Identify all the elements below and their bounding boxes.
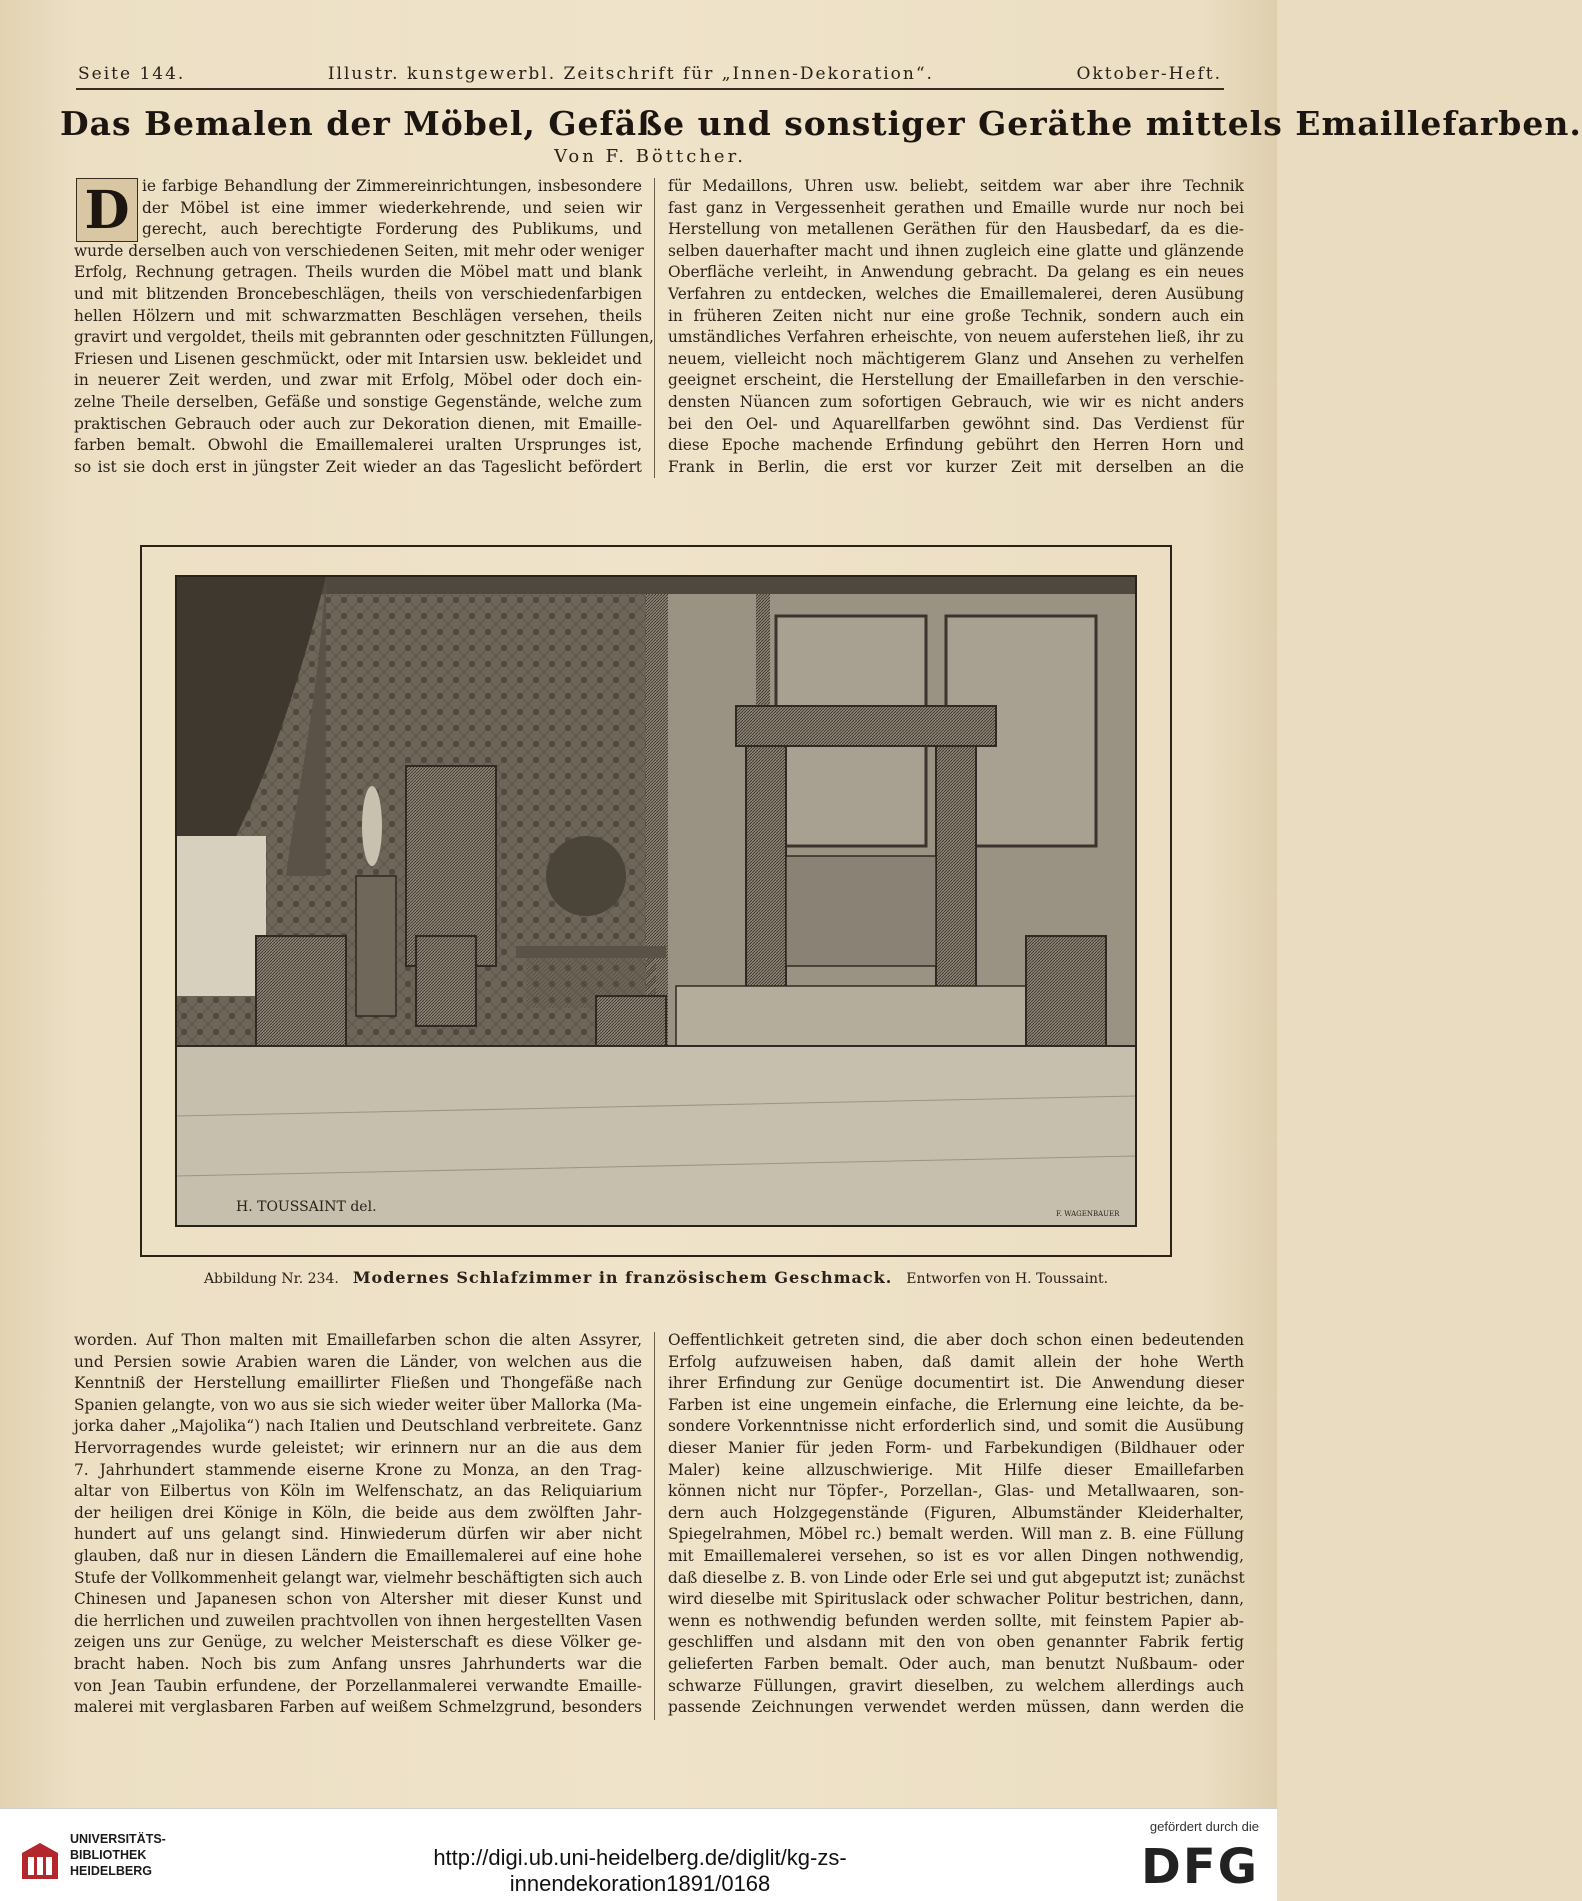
text-line: Herstellung von metallenen Geräthen für den Hausbedarf, da es die- <box>668 220 1244 239</box>
text-line: Farben ist eine ungemein einfache, die Erlernung eine leichte, da be- <box>668 1395 1244 1414</box>
text-line: Spanien gelangte, von wo aus sie sich wieder weiter über Mallorka (Ma- <box>74 1395 642 1414</box>
column-top-left <box>74 176 654 478</box>
caption-credit: Entworfen von H. Toussaint. <box>906 1271 1109 1287</box>
text-line: neuem, vielleicht noch mächtigerem Glanz und Ansehen zu verhelfen <box>668 349 1244 368</box>
text-line: wird dieselbe mit Spirituslack oder schwacher Politur bestrichen, dann, <box>668 1590 1244 1609</box>
text-line: densten Nüancen zum sofortigen Gebrauch, wie wir es nicht anders <box>668 392 1244 411</box>
text-line: geschliffen und alsdann mit den von oben genannter Fabrik fertig <box>668 1633 1244 1652</box>
caption-number: Abbildung Nr. 234. <box>203 1271 339 1287</box>
university-library-logo-icon <box>18 1839 62 1883</box>
text-line: gravirt und vergoldet, theils mit gebrannten oder geschnitzten Füllungen, <box>74 328 654 347</box>
text-line: diese Epoche machende Erfindung gebührt den Herren Horn und <box>668 436 1244 455</box>
engraver-signature: F. WAGENBAUER <box>1056 1210 1120 1218</box>
permalink-url[interactable]: http://digi.ub.uni-heidelberg.de/diglit/kg-zs-innendekoration1891/0168 <box>433 1845 847 1896</box>
text-line: Chinesen und Japanesen schon von Altersher mit dieser Kunst und <box>74 1590 642 1609</box>
text-line: der heiligen drei Könige in Köln, die beide aus dem zwölften Jahr- <box>74 1503 642 1522</box>
text-line: fast ganz in Vergessenheit gerathen und Emaille wurde nur noch bei <box>668 198 1244 217</box>
caption-title: Modernes Schlafzimmer in französischem Geschmack. <box>352 1268 893 1287</box>
text-line: Stufe der Vollkommenheit gelangt war, vielmehr beschäftigten sich auch <box>74 1568 643 1587</box>
running-header <box>78 62 1222 86</box>
page-number: Seite 144. <box>78 64 186 84</box>
text-line: ie farbige Behandlung der Zimmereinrichtungen, insbesondere <box>142 177 642 195</box>
text-line: farben bemalt. Obwohl die Emaillemalerei uralten Ursprunges ist, <box>74 436 642 455</box>
text-line: der Möbel ist eine immer wiederkehrende, und seien wir <box>142 198 642 217</box>
text-line: für Medaillons, Uhren usw. beliebt, seitdem war aber ihre Technik <box>668 177 1244 195</box>
text-line: von Jean Taubin erfundene, der Porzellanmalerei verwandte Emaille- <box>74 1676 642 1695</box>
column-bottom-right <box>668 1330 1244 1719</box>
text-line: die herrlichen und zuweilen prachtvollen von ihnen hergestellten Vasen <box>74 1611 642 1630</box>
text-line: dern auch Holzgegenstände (Figuren, Albumständer Kleiderhalter, <box>668 1503 1244 1522</box>
drop-cap: D <box>76 178 138 242</box>
text-line: altar von Eilbertus von Köln im Welfenschatz, an das Reliquiarium <box>74 1482 642 1501</box>
text-line: ihrer Erfindung zur Genüge documentirt ist. Die Anwendung dieser <box>668 1374 1244 1393</box>
library-name: UNIVERSITÄTS- BIBLIOTHEK HEIDELBERG <box>70 1832 166 1878</box>
header-rule <box>76 88 1224 90</box>
journal-title: Illustr. kunstgewerbl. Zeitschrift für „Innen-Dekoration“. <box>327 64 934 84</box>
text-line: daß dieselbe z. B. von Linde oder Erle sei und gut abgeputzt ist; zunächst <box>668 1568 1245 1587</box>
text-line: so ist sie doch erst in jüngster Zeit wieder an das Tageslicht befördert <box>74 457 642 476</box>
text-line: geeignet erscheint, die Herstellung der Emaillefarben in den verschie- <box>668 371 1244 390</box>
text-line: in neuerer Zeit werden, und zwar mit Erfolg, Möbel oder doch ein- <box>74 371 642 390</box>
text-line: können nicht nur Töpfer-, Porzellan-, Glas- und Metallwaaren, son- <box>668 1482 1244 1501</box>
text-line: Spiegelrahmen, Möbel rc.) bemalt werden. Will man z. B. eine Füllung <box>668 1525 1244 1544</box>
text-line: glauben, daß nur in diesen Ländern die Emaillemalerei auf eine hohe <box>74 1546 642 1565</box>
text-line: Oeffentlichkeit getreten sind, die aber doch schon einen bedeutenden <box>668 1331 1244 1349</box>
dfg-logo: DFG <box>1140 1839 1259 1895</box>
text-line: hellen Hölzern und mit schwarzmatten Beschlägen versehen, theils <box>74 306 642 325</box>
figure-caption <box>140 1268 1172 1287</box>
text-line: Verfahren zu entdecken, welches die Emaillemalerei, deren Ausübung <box>668 284 1244 303</box>
text-line: Oberfläche verleiht, in Anwendung gebracht. Da gelang es ein neues <box>668 263 1244 282</box>
text-line: in früheren Zeiten nicht nur eine große Technik, sondern auch ein <box>668 306 1244 325</box>
bedroom-engraving <box>176 576 1136 1226</box>
article-byline: Von F. Böttcher. <box>554 146 746 167</box>
text-line: dieser Manier für jeden Form- und Farbekundigen (Bildhauer oder <box>668 1438 1244 1457</box>
artist-signature: H. TOUSSAINT del. <box>236 1199 377 1215</box>
column-bottom-left <box>74 1330 642 1719</box>
text-line: bracht haben. Noch bis zum Anfang unsres Jahrhunderts war die <box>74 1654 642 1673</box>
column-top-right <box>668 176 1244 478</box>
column-divider-bottom <box>654 1332 655 1720</box>
text-line: malerei mit verglasbaren Farben auf weißem Schmelzgrund, besonders <box>74 1698 642 1717</box>
text-line: praktischen Gebrauch oder auch zur Dekoration dienen, mit Emaille- <box>74 414 642 433</box>
text-line: sondere Vorkenntnisse nicht erforderlich sind, und somit die Ausübung <box>668 1417 1244 1436</box>
issue-label: Oktober-Heft. <box>1076 64 1222 84</box>
text-line: wurde derselben auch von verschiedenen Seiten, mit mehr oder weniger <box>74 241 644 260</box>
text-line: bei den Oel- und Aquarellfarben gewöhnt sind. Das Verdienst für <box>668 414 1244 433</box>
text-line: Frank in Berlin, die erst vor kurzer Zeit mit derselben an die <box>668 457 1244 476</box>
text-line: zelne Theile derselben, Gefäße und sonstige Gegenstände, welche zum <box>74 392 642 411</box>
text-line: worden. Auf Thon malten mit Emaillefarben schon die alten Assyrer, <box>74 1331 642 1349</box>
column-divider-top <box>654 178 655 478</box>
text-line: passende Zeichnungen verwendet werden müssen, dann werden die <box>668 1698 1244 1717</box>
article-title: Das Bemalen der Möbel, Gefäße und sonstiger Geräthe mittels Emaillefarben. <box>60 104 1582 143</box>
text-line: 7. Jahrhundert stammende eiserne Krone zu Monza, an den Trag- <box>74 1460 642 1479</box>
text-line: wenn es nothwendig befunden werden sollte, mit feinstem Papier ab- <box>668 1611 1244 1630</box>
text-line: gerecht, auch berechtigte Forderung des Publikums, und <box>142 220 642 239</box>
funding-label: gefördert durch die <box>1149 1819 1259 1834</box>
text-line: jorka daher „Majolika“) nach Italien und Deutschland verbreitete. Ganz <box>74 1417 642 1436</box>
text-line: und mit blitzenden Broncebeschlägen, theils von verschiedenfarbigen <box>74 284 642 303</box>
text-line: Hervorragendes wurde geleistet; wir erinnern nur an die aus dem <box>74 1438 642 1457</box>
text-line: Maler) keine allzuschwierige. Mit Hilfe dieser Emaillefarben <box>668 1460 1244 1479</box>
text-line: und Persien sowie Arabien waren die Länder, von welchen aus die <box>74 1352 642 1371</box>
text-line: Kenntniß der Herstellung emaillirter Fließen und Thongefäße nach <box>74 1374 642 1393</box>
text-line: Erfolg aufzuweisen haben, daß damit allein der hohe Werth <box>668 1352 1244 1371</box>
text-line: gelieferten Farben bemalt. Oder auch, man benutzt Nußbaum- oder <box>668 1654 1244 1673</box>
text-line: umständliches Verfahren erheischte, von neuem auferstehen ließ, ihr zu <box>668 328 1244 347</box>
text-line: Friesen und Lisenen geschmückt, oder mit Intarsien usw. bekleidet und <box>74 349 642 368</box>
text-line: Erfolg, Rechnung getragen. Theils wurden die Möbel matt und blank <box>74 263 642 282</box>
digitization-footer <box>0 1808 1277 1901</box>
text-line: schwarze Füllungen, gravirt dieselben, zu welchem allerdings auch <box>668 1676 1244 1695</box>
text-line: hundert auf uns gelangt sind. Hinwiederum dürfen wir aber nicht <box>74 1525 642 1544</box>
text-line: selben dauerhafter macht und ihnen zugleich eine glatte und glänzende <box>668 241 1244 260</box>
text-line: zeigen uns zur Genüge, zu welcher Meisterschaft es diese Völker ge- <box>74 1633 642 1652</box>
text-line: mit Emaillemalerei versehen, so ist es vor allen Dingen nothwendig, <box>668 1546 1244 1565</box>
